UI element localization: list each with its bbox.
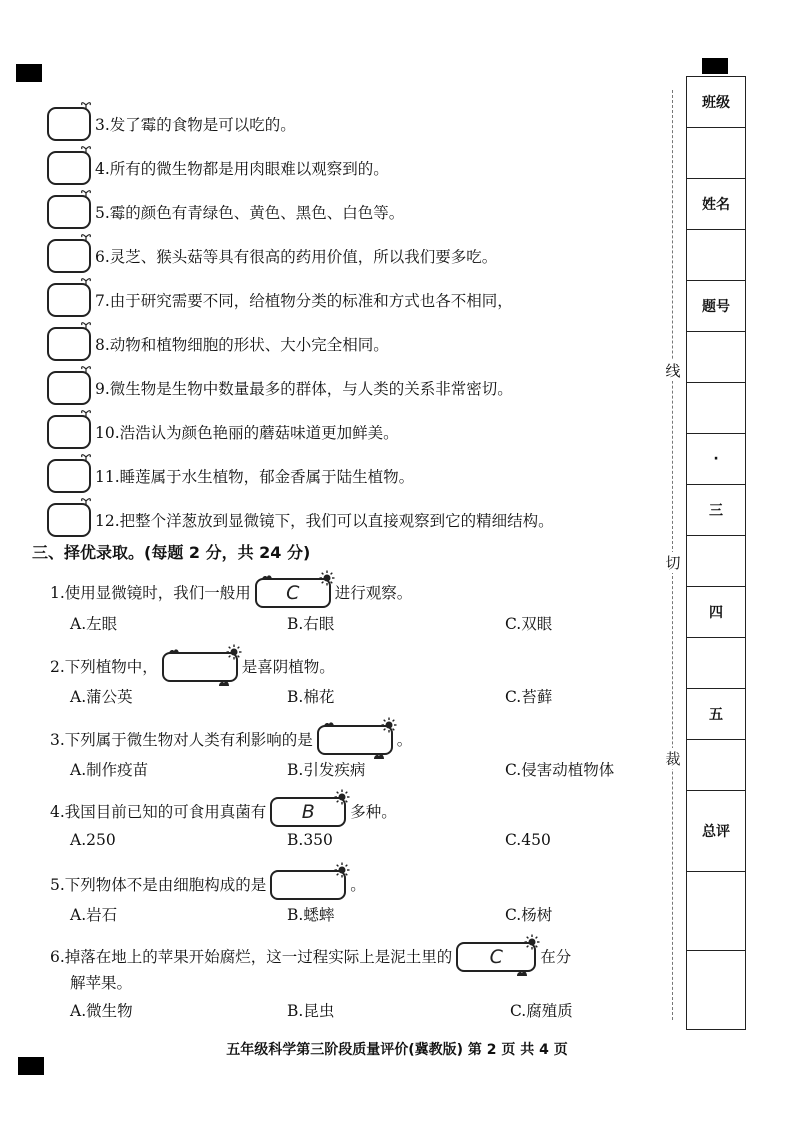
sun-icon: [319, 570, 335, 586]
option-a[interactable]: A.250: [70, 831, 116, 849]
question-suffix: 进行观察。: [334, 584, 413, 602]
page-footer: 五年级科学第三阶段质量评价(冀教版) 第 2 页 共 4 页: [226, 1042, 568, 1058]
question-prompt: 5.下列物体不是由细胞构成的是: [50, 876, 267, 894]
question-5: [50, 870, 366, 900]
statement-text: 7.由于研究需要不同，给植物分类的标准和方式也各不相同，: [95, 292, 513, 310]
statement-text: 9.微生物是生物中数量最多的群体，与人类的关系非常密切。: [95, 380, 513, 398]
student-info-grid: [686, 76, 746, 1030]
option-a[interactable]: A.制作疫苗: [70, 761, 149, 779]
grid-cell-total-score[interactable]: [687, 872, 745, 951]
option-b[interactable]: B.昆虫: [287, 1002, 335, 1020]
cloud-icon: [373, 752, 385, 759]
option-b[interactable]: B.蟋蟀: [287, 906, 335, 924]
cut-label: 裁: [663, 748, 683, 769]
handwritten-answer: C: [286, 582, 300, 604]
sprout-icon: [80, 144, 92, 154]
question-suffix: 多种。: [350, 803, 397, 821]
statement-text: 4.所有的微生物都是用肉眼难以观察到的。: [95, 160, 389, 178]
statement-text: 5.霉的颜色有青绿色、黄色、黑色、白色等。: [95, 204, 405, 222]
grid-cell-section-label: 五: [687, 689, 745, 740]
grid-cell-name-label: 姓名: [687, 179, 745, 230]
statement-text: 8.动物和植物细胞的形状、大小完全相同。: [95, 336, 389, 354]
sprout-icon: [80, 408, 92, 418]
question-suffix: 。: [350, 876, 366, 894]
cut-label: 切: [663, 552, 683, 573]
grid-cell-score[interactable]: [687, 638, 745, 689]
grid-cell-score[interactable]: [687, 383, 745, 434]
sprout-icon: [80, 276, 92, 286]
answer-box[interactable]: [47, 107, 91, 141]
option-a[interactable]: A.左眼: [70, 615, 118, 633]
question-3: [50, 725, 412, 755]
cloud-icon: [516, 969, 528, 976]
statement-text: 12.把整个洋葱放到显微镜下，我们可以直接观察到它的精细结构。: [95, 512, 554, 530]
answer-box[interactable]: [47, 327, 91, 361]
question-prompt: 1.使用显微镜时，我们一般用: [50, 584, 251, 602]
question-suffix: 。: [396, 731, 413, 749]
statement-text: 10.浩浩认为颜色艳丽的蘑菇味道更加鲜美。: [95, 424, 399, 442]
option-c[interactable]: C.苔藓: [505, 688, 553, 706]
grid-cell-blank: [687, 951, 745, 1029]
answer-blank[interactable]: [255, 578, 331, 608]
registration-mark-top-right: [702, 58, 728, 74]
option-b[interactable]: B.350: [287, 831, 333, 849]
option-c[interactable]: C.侵害动植物体: [505, 761, 615, 779]
option-a[interactable]: A.蒲公英: [70, 688, 133, 706]
answer-box[interactable]: [47, 195, 91, 229]
grid-cell-number-label: 题号: [687, 281, 745, 332]
sprout-icon: [80, 364, 92, 374]
question-prompt: 2.下列植物中，: [50, 658, 158, 676]
grid-cell-section-label: 三: [687, 485, 745, 536]
sun-icon: [226, 644, 242, 660]
cloud-icon: [261, 573, 273, 580]
question-suffix: 是喜阴植物。: [241, 658, 335, 676]
option-c[interactable]: C.双眼: [505, 615, 553, 633]
registration-mark-bottom-left: [18, 1057, 44, 1075]
sun-icon: [334, 862, 350, 878]
sun-icon: [524, 934, 540, 950]
grid-cell-class-label: 班级: [687, 77, 745, 128]
question-6: [50, 942, 571, 972]
grid-cell-section-label: ·: [687, 434, 745, 485]
sprout-icon: [80, 496, 92, 506]
answer-blank[interactable]: [456, 942, 536, 972]
cloud-icon: [168, 647, 180, 654]
sprout-icon: [80, 188, 92, 198]
answer-box[interactable]: [47, 151, 91, 185]
question-prompt: 3.下列属于微生物对人类有利影响的是: [50, 731, 313, 749]
statement-text: 11.睡莲属于水生植物，郁金香属于陆生植物。: [95, 468, 415, 486]
sprout-icon: [80, 232, 92, 242]
answer-blank[interactable]: [162, 652, 238, 682]
option-b[interactable]: B.右眼: [287, 615, 335, 633]
option-c[interactable]: C.杨树: [505, 906, 553, 924]
cloud-icon: [218, 679, 230, 686]
sprout-icon: [80, 100, 92, 110]
question-prompt: 6.掉落在地上的苹果开始腐烂，这一过程实际上是泥土里的: [50, 948, 453, 966]
option-c[interactable]: C.腐殖质: [510, 1002, 573, 1020]
grid-cell-score[interactable]: [687, 536, 745, 587]
option-a[interactable]: A.微生物: [70, 1002, 133, 1020]
handwritten-answer: B: [301, 801, 315, 823]
option-c[interactable]: C.450: [505, 831, 551, 849]
answer-box[interactable]: [47, 239, 91, 273]
question-prompt: 4.我国目前已知的可食用真菌有: [50, 803, 267, 821]
sun-icon: [334, 789, 350, 805]
sprout-icon: [80, 452, 92, 462]
sprout-icon: [80, 320, 92, 330]
answer-blank[interactable]: [270, 870, 346, 900]
answer-box[interactable]: [47, 415, 91, 449]
grid-cell-score[interactable]: [687, 740, 745, 791]
cut-label: 线: [663, 360, 683, 381]
question-continuation: 解苹果。: [70, 974, 133, 992]
grid-cell-section-label: 四: [687, 587, 745, 638]
option-b[interactable]: B.棉花: [287, 688, 335, 706]
answer-box[interactable]: [47, 283, 91, 317]
handwritten-answer: C: [489, 946, 503, 968]
section-title: 三、择优录取。(每题 2 分，共 24 分): [32, 543, 311, 562]
answer-blank[interactable]: [317, 725, 393, 755]
grid-cell-class-field[interactable]: [687, 128, 745, 179]
answer-box[interactable]: [47, 371, 91, 405]
answer-blank[interactable]: [270, 797, 346, 827]
question-1: [50, 578, 412, 608]
statement-text: 3.发了霉的食物是可以吃的。: [95, 116, 296, 134]
grid-cell-score[interactable]: [687, 332, 745, 383]
sun-icon: [381, 717, 397, 733]
cloud-icon: [323, 720, 335, 727]
option-b[interactable]: B.引发疾病: [287, 761, 366, 779]
option-a[interactable]: A.岩石: [70, 906, 118, 924]
question-2: [50, 652, 335, 682]
answer-box[interactable]: [47, 459, 91, 493]
grid-cell-total-label: 总评: [687, 791, 745, 872]
grid-cell-name-field[interactable]: [687, 230, 745, 281]
answer-box[interactable]: [47, 503, 91, 537]
statement-text: 6.灵芝、猴头菇等具有很高的药用价值，所以我们要多吃。: [95, 248, 498, 266]
question-suffix: 在分: [540, 948, 572, 966]
registration-mark-top-left: [16, 64, 42, 82]
question-4: [50, 797, 397, 827]
